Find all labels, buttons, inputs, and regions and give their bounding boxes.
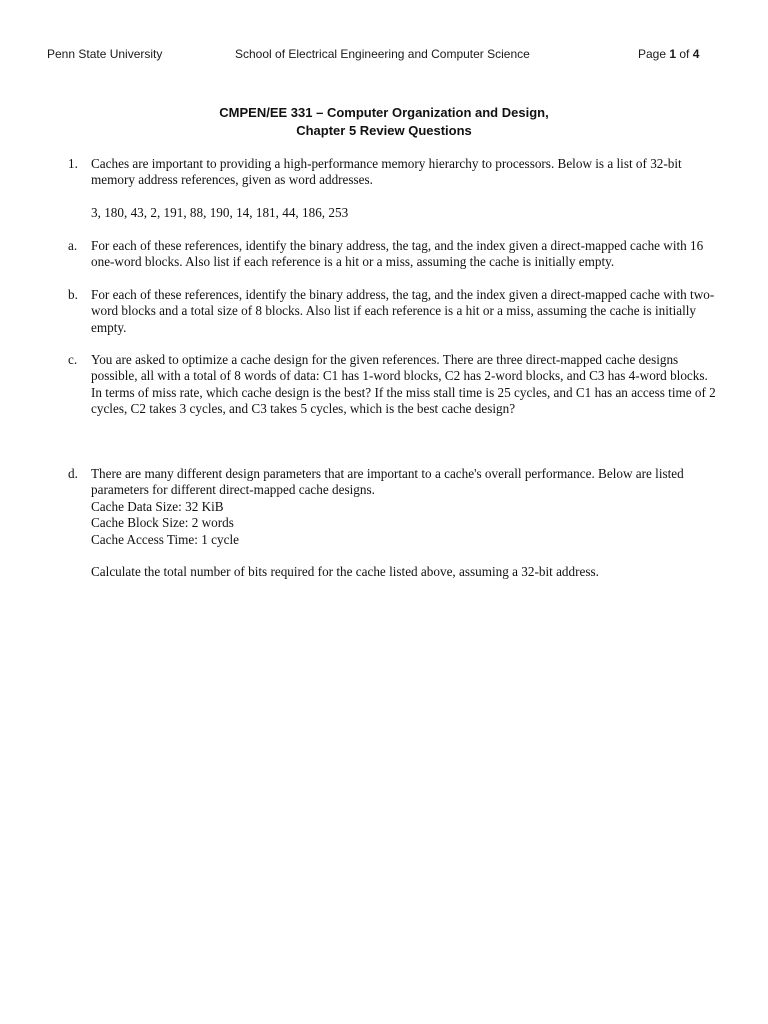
part-d-text: There are many different design parameters that are important to a cache's overall performance. Below are listed parameters for different direct-mapped cache designs. (91, 466, 684, 498)
part-c-marker: c. (68, 352, 78, 367)
part-d (68, 466, 728, 586)
cache-access-time: Cache Access Time: 1 cycle (91, 531, 239, 547)
document-title (0, 104, 768, 140)
part-b-marker: b. (68, 287, 78, 302)
title-line-2: Chapter 5 Review Questions (296, 123, 472, 138)
cache-block-size: Cache Block Size: 2 words (91, 515, 234, 531)
question-1-content (91, 156, 721, 221)
header-page-number: Page 1 of 4 (638, 47, 700, 61)
part-d-content (91, 466, 721, 580)
part-c (68, 352, 728, 420)
part-b-text: For each of these references, identify the binary address, the tag, and the index given a direct-mapped cache with two-word blocks and a total size of 8 blocks. Also list if each reference is a hit or a miss, assuming the cache is initially empty. (91, 287, 715, 335)
part-a-marker: a. (68, 238, 78, 253)
cache-data-size: Cache Data Size: 32 KiB (91, 498, 224, 514)
title-line-1: CMPEN/EE 331 – Computer Organization and Design, (219, 105, 549, 120)
address-references: 3, 180, 43, 2, 191, 88, 190, 14, 181, 44, 186, 253 (91, 204, 349, 220)
header-university: Penn State University (47, 47, 163, 61)
current-page: 1 (669, 47, 677, 61)
part-c-text: You are asked to optimize a cache design for the given references. There are three direct-mapped cache designs possible, all with a total of 8 words of data: C1 has 1-word blocks, C2 has 2-word blocks, and C3 has 4-word blocks. In terms of miss rate, which cache design is the best? If the miss stall time is 25 cycles, and C1 has an access time of 2 cycles, C2 takes 3 cycles, and C3 takes 5 cycles, which is the best cache design? (91, 352, 716, 417)
part-b (68, 287, 728, 337)
page-header (0, 47, 768, 65)
question-number: 1. (68, 156, 78, 171)
header-school: School of Electrical Engineering and Computer Science (235, 47, 530, 61)
question-1-intro: Caches are important to providing a high-performance memory hierarchy to processors. Below is a list of 32-bit memory address references, given as word addresses. (91, 156, 682, 188)
total-pages: 4 (692, 47, 700, 61)
question-1 (68, 156, 728, 226)
part-a-text: For each of these references, identify the binary address, the tag, and the index given a direct-mapped cache with 16 one-word blocks. Also list if each reference is a hit or a miss, assuming the cache is initially empty. (91, 238, 704, 270)
part-a (68, 238, 728, 272)
part-d-task: Calculate the total number of bits required for the cache listed above, assuming a 32-bit address. (91, 564, 599, 580)
part-d-marker: d. (68, 466, 78, 481)
